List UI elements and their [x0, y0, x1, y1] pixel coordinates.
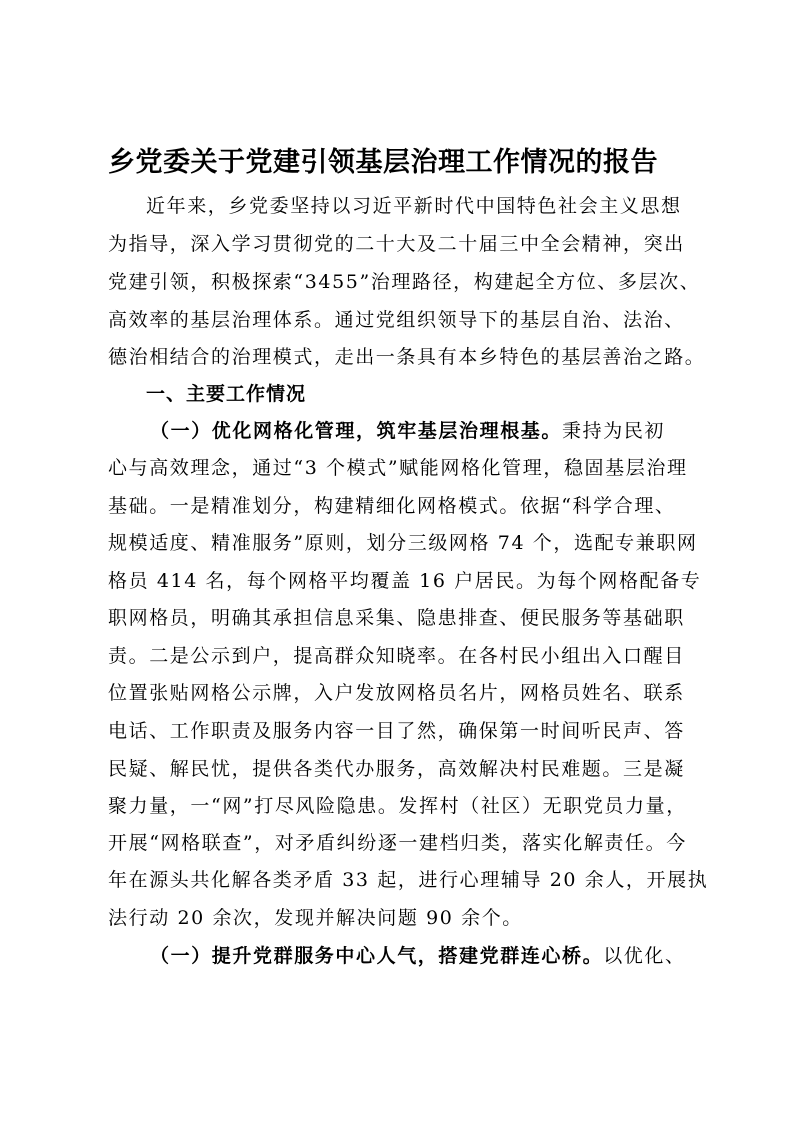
paragraph-line: 基础。一是精准划分，构建精细化网格模式。依据“科学合理、 — [108, 495, 676, 517]
paragraph-line: 德治相结合的治理模式，走出一条具有本乡特色的基层善治之路。 — [108, 346, 706, 368]
paragraph-line: 规模适度、精准服务”原则，划分三级网格 74 个，选配专兼职网 — [108, 532, 698, 554]
paragraph-line: 高效率的基层治理体系。通过党组织领导下的基层自治、法治、 — [108, 309, 685, 331]
paragraph-line: 秉持为民初 — [562, 420, 666, 442]
paragraph-line: 年在源头共化解各类矛盾 33 起，进行心理辅导 20 余人，开展执 — [108, 869, 709, 891]
paragraph-line: 职网格员，明确其承担信息采集、隐患排查、便民服务等基础职 — [108, 607, 685, 629]
subsection-heading: （一）提升党群服务中心人气，搭建党群连心桥。 — [150, 945, 604, 967]
paragraph-line: 民疑、解民忧，提供各类代办服务，高效解决村民难题。三是凝 — [108, 758, 685, 780]
paragraph-line: 电话、工作职责及服务内容一目了然，确保第一时间听民声、答 — [108, 720, 685, 742]
paragraph-line: 责。二是公示到户，提高群众知晓率。在各村民小组出入口醒目 — [108, 645, 685, 667]
paragraph-line: 聚力量，一“网”打尽风险隐患。发挥村（社区）无职党员力量， — [108, 795, 687, 817]
section-heading: 一、主要工作情况 — [146, 383, 307, 405]
paragraph-line: 党建引领，积极探索“3455”治理路径，构建起全方位、多层次、 — [108, 271, 701, 293]
paragraph-line: 近年来，乡党委坚持以习近平新时代中国特色社会主义思想 — [146, 195, 682, 217]
paragraph-line: 开展“网格联查”，对矛盾纠纷逐一建档归类，落实化解责任。今 — [108, 832, 687, 854]
paragraph-line: 格员 414 名，每个网格平均覆盖 16 户居民。为每个网格配备专 — [108, 570, 702, 592]
paragraph-line: 位置张贴网格公示牌，入户发放网格员名片，网格员姓名、联系 — [108, 682, 685, 704]
paragraph-line: 为指导，深入学习贯彻党的二十大及二十届三中全会精神，突出 — [108, 233, 685, 255]
paragraph-line: 心与高效理念，通过“3 个模式”赋能网格化管理，稳固基层治理 — [108, 457, 688, 479]
document-title: 乡党委关于党建引领基层治理工作情况的报告 — [108, 147, 658, 178]
paragraph-line: 以优化、 — [603, 945, 686, 967]
subsection-heading: （一）优化网格化管理，筑牢基层治理根基。 — [150, 420, 563, 442]
paragraph-line: 法行动 20 余次，发现并解决问题 90 余个。 — [108, 907, 523, 929]
